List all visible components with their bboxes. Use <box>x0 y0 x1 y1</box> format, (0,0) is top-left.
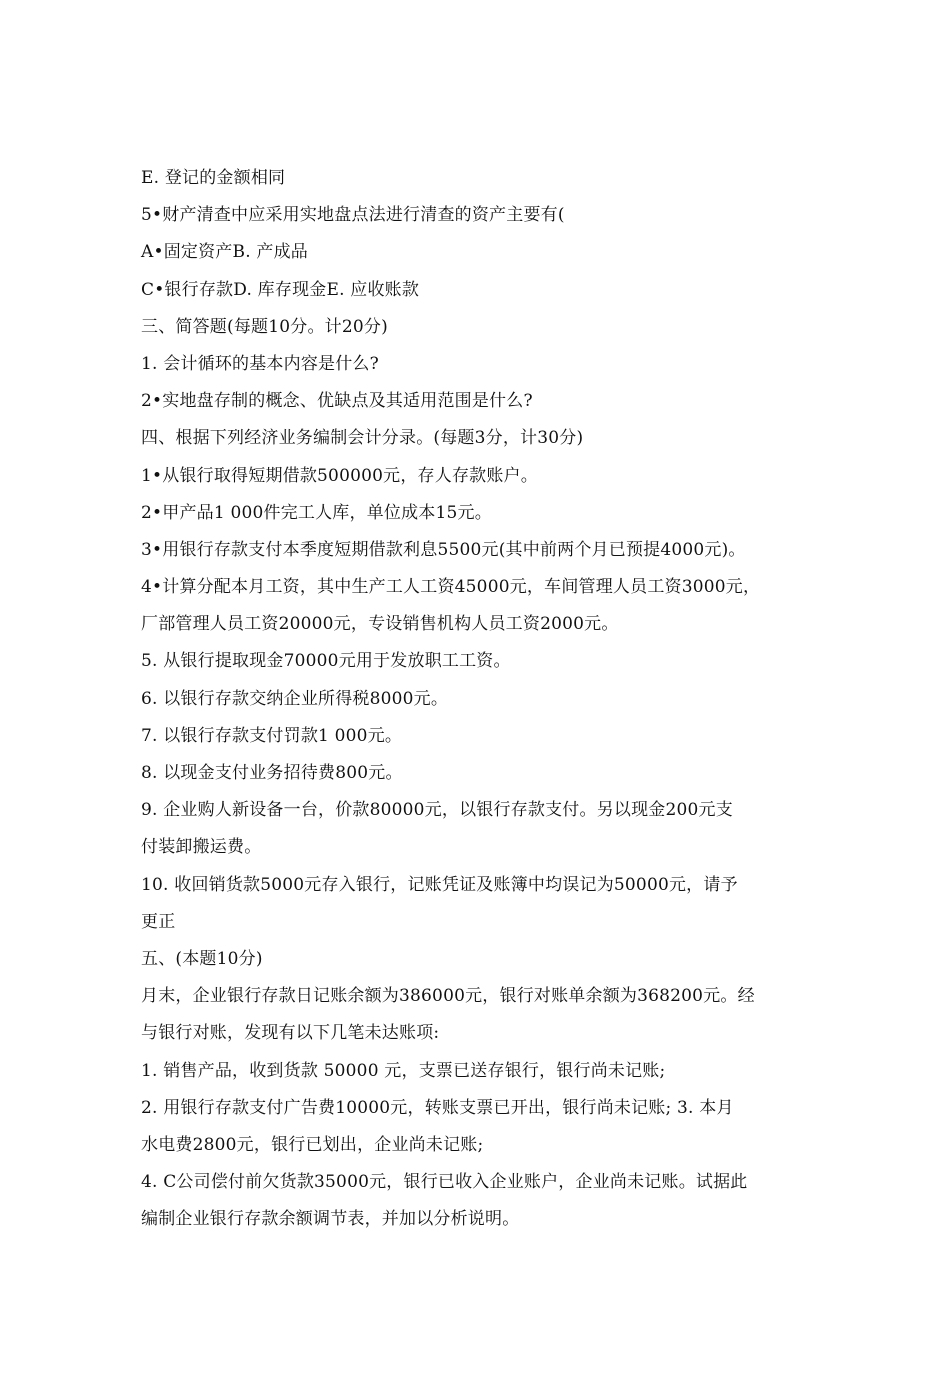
text-line-short-answer-1: 1. 会计循环的基本内容是什么? <box>141 353 379 374</box>
text-line-reconciliation-intro-continued: 与银行对账，发现有以下几笔未达账项: <box>141 1023 440 1044</box>
text-line-unrecorded-item-2: 2. 用银行存款支付广告费10000元，转账支票已开出，银行尚未记账; 3. 本月 <box>141 1097 734 1118</box>
text-line-unrecorded-item-4-continued: 编制企业银行存款余额调节表，并加以分析说明。 <box>141 1209 520 1230</box>
text-line-entry-5: 5. 从银行提取现金70000元用于发放职工工资。 <box>141 651 511 672</box>
text-line-entry-9-continued: 付装卸搬运费。 <box>141 837 262 858</box>
text-line-entry-9: 9. 企业购人新设备一台，价款80000元，以银行存款支付。另以现金200元支 <box>141 800 733 821</box>
text-line-entry-4-continued: 厂部管理人员工资20000元，专设销售机构人员工资2000元。 <box>141 614 619 635</box>
text-line-entry-10-continued: 更正 <box>141 911 176 932</box>
text-line-unrecorded-item-3: 水电费2800元，银行已划出，企业尚未记账; <box>141 1134 484 1155</box>
text-line-short-answer-2: 2•实地盘存制的概念、优缺点及其适用范围是什么? <box>141 391 533 412</box>
text-line-question-5: 5•财产清查中应采用实地盘点法进行清查的资产主要有( <box>141 205 565 226</box>
section-heading-short-answer: 三、简答题(每题10分。计20分) <box>141 316 388 337</box>
section-heading-reconciliation: 五、(本题10分) <box>141 948 263 969</box>
section-heading-journal-entries: 四、根据下列经济业务编制会计分录。(每题3分，计30分) <box>141 428 584 449</box>
text-line-entry-8: 8. 以现金支付业务招待费800元。 <box>141 763 403 783</box>
text-line-entry-2: 2•甲产品1 000件完工人库，单位成本15元。 <box>141 502 492 523</box>
text-line-reconciliation-intro: 月末，企业银行存款日记账余额为386000元，银行对账单余额为368200元。经 <box>141 986 755 1007</box>
text-line-option-e: E. 登记的金额相同 <box>141 168 286 188</box>
text-line-entry-3: 3•用银行存款支付本季度短期借款利息5500元(其中前两个月已预提4000元)。 <box>141 539 746 560</box>
text-line-options-cde: C•银行存款D. 库存现金E. 应收账款 <box>141 279 420 300</box>
document-body <box>141 160 821 1238</box>
text-line-entry-7: 7. 以银行存款支付罚款1 000元。 <box>141 725 403 746</box>
text-line-entry-10: 10. 收回销货款5000元存入银行，记账凭证及账簿中均误记为50000元，请予 <box>141 874 738 895</box>
text-line-entry-6: 6. 以银行存款交纳企业所得税8000元。 <box>141 688 449 709</box>
text-line-unrecorded-item-4: 4. C公司偿付前欠货款35000元，银行已收入企业账户，企业尚未记账。试据此 <box>141 1172 748 1193</box>
text-line-entry-4: 4•计算分配本月工资，其中生产工人工资45000元，车间管理人员工资3000元， <box>141 577 761 598</box>
text-line-entry-1: 1•从银行取得短期借款500000元，存人存款账户。 <box>141 465 538 486</box>
text-line-options-ab: A•固定资产B. 产成品 <box>141 242 309 263</box>
text-line-unrecorded-item-1: 1. 销售产品，收到货款 50000 元，支票已送存银行，银行尚未记账; <box>141 1060 666 1081</box>
